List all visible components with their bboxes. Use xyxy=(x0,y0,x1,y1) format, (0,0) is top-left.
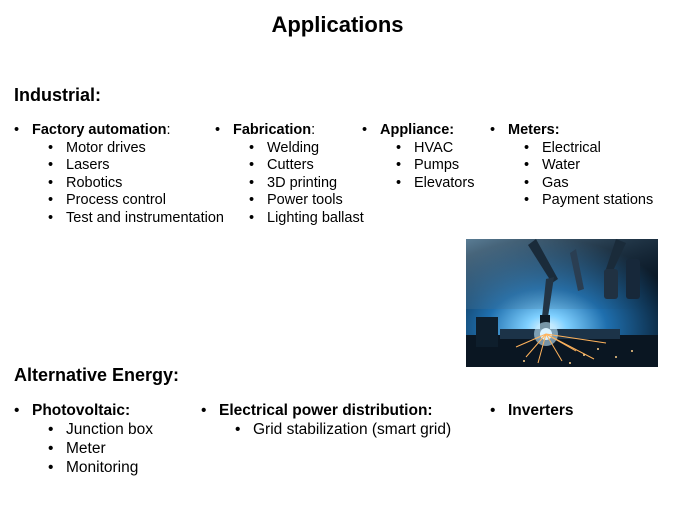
group-suffix: : xyxy=(311,122,316,138)
industrial-heading: Industrial: xyxy=(14,85,102,105)
alternative-energy-heading: Alternative Energy: xyxy=(14,365,180,385)
group-heading xyxy=(215,122,364,140)
welding-photo-illustration xyxy=(466,239,658,367)
group-suffix: : xyxy=(166,122,171,138)
group-photovoltaic xyxy=(14,401,153,477)
list-item: • Test and instrumentation xyxy=(14,210,224,228)
group-heading xyxy=(14,122,224,140)
welding-robot-photo xyxy=(466,239,658,367)
list-item: • Power tools xyxy=(215,192,364,210)
group-heading xyxy=(490,401,573,420)
list-item: • Gas xyxy=(490,175,653,193)
group-label: Electrical power distribution: xyxy=(219,402,433,419)
group-heading xyxy=(490,122,653,140)
group-appliance xyxy=(362,122,474,192)
group-meters xyxy=(490,122,653,210)
group-heading xyxy=(362,122,474,140)
group-label: Photovoltaic: xyxy=(32,402,131,419)
list-item: • Welding xyxy=(215,140,364,158)
list-item: • Cutters xyxy=(215,157,364,175)
group-label: Fabrication xyxy=(233,122,312,138)
group-label: Appliance: xyxy=(380,122,455,138)
list-item: • Grid stabilization (smart grid) xyxy=(201,420,451,439)
list-item: • Payment stations xyxy=(490,192,653,210)
list-item: • Junction box xyxy=(14,420,153,439)
group-heading xyxy=(14,401,153,420)
group-heading xyxy=(201,401,451,420)
list-item: • HVAC xyxy=(362,140,474,158)
list-item: • Elevators xyxy=(362,175,474,193)
group-label: Inverters xyxy=(508,402,574,419)
list-item: • Process control xyxy=(14,192,224,210)
slide-title: Applications xyxy=(271,12,404,37)
list-item: • Lasers xyxy=(14,157,224,175)
list-item: • Monitoring xyxy=(14,458,153,477)
group-label: Factory automation xyxy=(32,122,167,138)
list-item: • Water xyxy=(490,157,653,175)
list-item: • Robotics xyxy=(14,175,224,193)
group-label: Meters: xyxy=(508,122,560,138)
list-item: • Meter xyxy=(14,439,153,458)
list-item: • Lighting ballast xyxy=(215,210,364,228)
group-electrical-power-distribution xyxy=(201,401,451,439)
group-fabrication xyxy=(215,122,364,228)
group-inverters xyxy=(490,401,573,420)
group-factory-automation xyxy=(14,122,224,228)
list-item: • Pumps xyxy=(362,157,474,175)
list-item: • Motor drives xyxy=(14,140,224,158)
list-item: • Electrical xyxy=(490,140,653,158)
list-item: • 3D printing xyxy=(215,175,364,193)
